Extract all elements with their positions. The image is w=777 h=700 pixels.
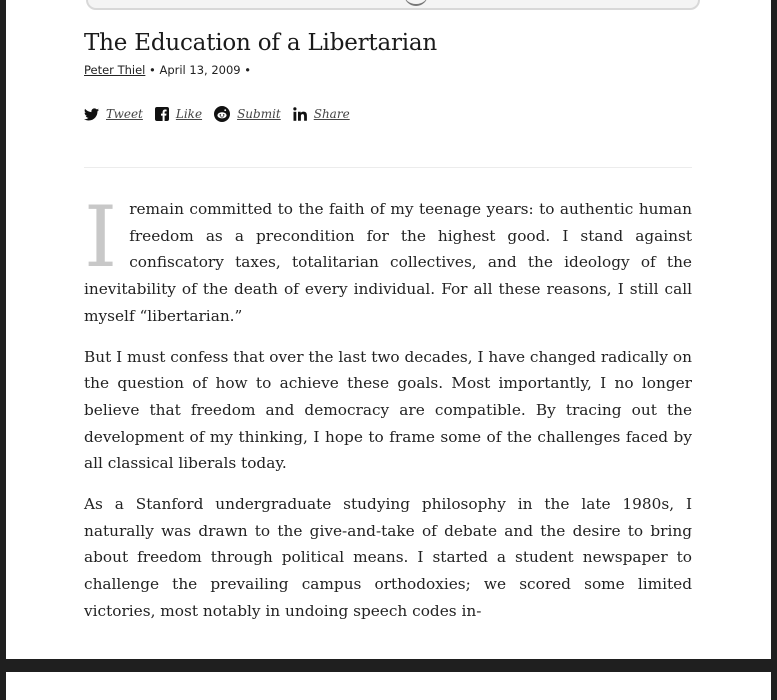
like-label: Like	[175, 107, 203, 121]
submit-label: Submit	[237, 107, 281, 121]
byline-separator: •	[149, 63, 156, 77]
paragraph-2: But I must confess that over the last two decades, I have changed radically on the question of how to achieve these goals. Most importantly, I no longer believe that freedom and democracy are compatible. By tracing out the development of my thinking, I hope to frame some of the challenges faced by all classical liberals today.	[84, 347, 692, 473]
linkedin-share-button[interactable]	[293, 107, 350, 121]
share-label: Share	[313, 107, 350, 121]
article-page	[6, 0, 771, 659]
article-body	[84, 188, 692, 639]
tweet-label: Tweet	[106, 107, 143, 121]
twitter-icon	[84, 108, 99, 121]
share-bar	[84, 106, 362, 122]
byline-separator-end: •	[244, 63, 252, 77]
like-button[interactable]	[155, 107, 202, 121]
hero-image-edge	[86, 0, 700, 10]
header-divider	[84, 167, 692, 168]
linkedin-icon	[293, 107, 307, 121]
submit-button[interactable]	[214, 106, 281, 122]
paragraph-1-text: remain committed to the faith of my teenage years: to authentic human freedom as a precondition for the highest good. I stand against confiscatory taxes, totalitarian collectives, and the ideology of the inevitability of the death of every individual. For all these reasons, I still call myself “libertarian.”	[84, 200, 692, 325]
author-link[interactable]: Peter Thiel	[84, 63, 146, 77]
paragraph-1	[84, 188, 692, 330]
byline	[84, 63, 251, 77]
next-page-edge	[6, 672, 771, 700]
paragraph-3: As a Stanford undergraduate studying philosophy in the late 1980s, I naturally was drawn to the give-and-take of debate and the desire to bring about freedom through political means. I started a student newspaper to challenge the prevailing campus orthodoxies; we scored some limited victories, most notably in undoing speech codes in-	[84, 495, 692, 620]
facebook-icon	[155, 107, 169, 121]
tweet-button[interactable]	[84, 107, 143, 121]
drop-cap: I	[84, 188, 118, 286]
reddit-icon	[214, 106, 230, 122]
publish-date: April 13, 2009	[159, 63, 241, 77]
article-title: The Education of a Libertarian	[84, 30, 438, 56]
